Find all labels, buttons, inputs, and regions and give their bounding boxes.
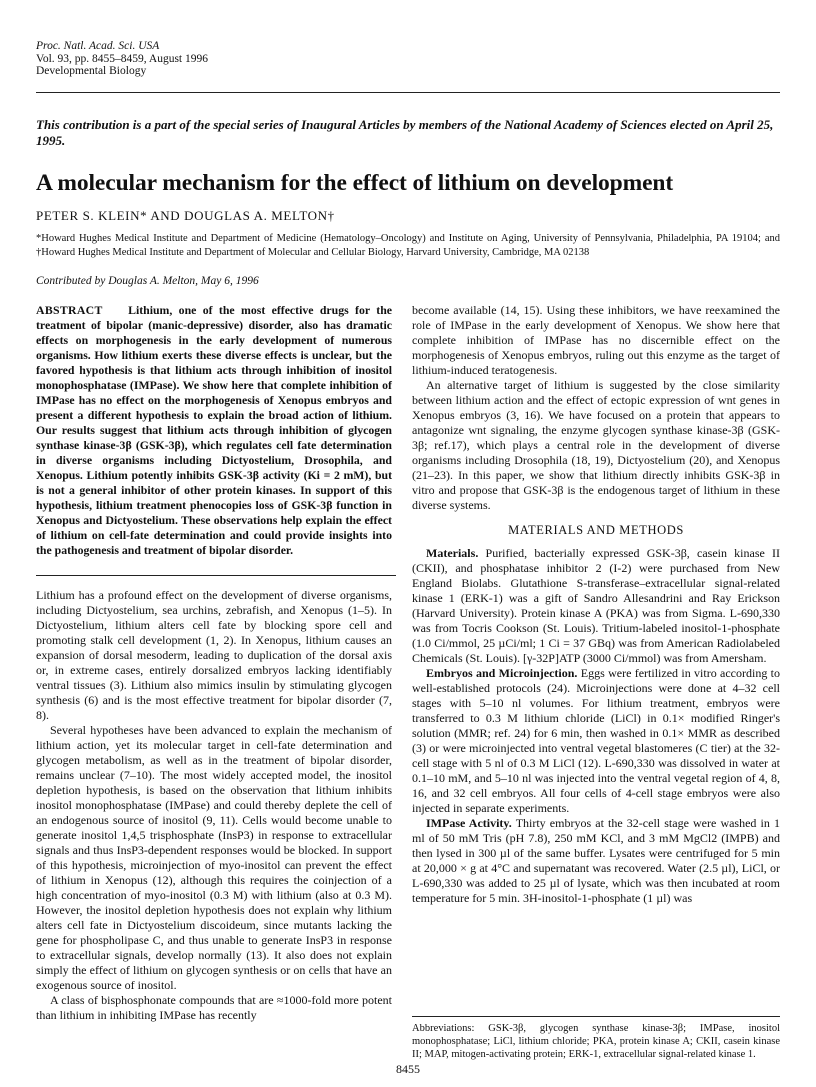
abstract-text: Lithium, one of the most effective drugs for the treatment of bipolar (manic-depressive) disorder, also has dramatic effects on morphogenesis in the early development of numerous organisms. How lithium exerts these diverse effects is unclear, but the favored hypothesis is that lithium acts through inhibition of inositol monophosphatase (IMPase). We show here that complete inhibition of IMPase has no effect on the morphogenesis of Xenopus embryos and present a different hypothesis to explain the broad action of lithium. Our results suggest that lithium acts through inhibition of glycogen synthase kinase-3β (GSK-3β), which regulates cell fate determination in diverse organisms including Dictyostelium, Drosophila, and Xenopus. Lithium potently inhibits GSK-3β activity (Ki = 2 mM), but is not a general inhibitor of other protein kinases. In support of this hypothesis, lithium treatment phenocopies loss of GSK-3β function in Xenopus and Dictyostelium. These observations help explain the effect of lithium on cell-fate determination and could provide insights into the pathogenesis and treatment of bipolar disorder. (36, 303, 392, 557)
contributed-by: Contributed by Douglas A. Melton, May 6, 1996 (36, 275, 259, 287)
special-series-note: This contribution is a part of the special series of Inaugural Articles by members of the National Academy of Sciences elected on April 25, 1995. (36, 117, 774, 148)
journal-volume: Vol. 93, pp. 8455–8459, August 1996 (36, 52, 208, 65)
paragraph-text: Purified, bacterially expressed GSK-3β, casein kinase II (CKII), and phosphatase inhibitor 2 (I-2) were purchased from New England Biolabs. Glutathione S-transferase–extracellular signal-related kinase 1 (ERK-1) was a gift of Sandro Allesandrini and Ray Erickson (Harvard University). Protein kinase A (PKA) was from Sigma. L-690,330 was from Tocris Cookson (St. Louis). Tritium-labeled inositol-1-phosphate (1.0 Ci/mmol, 25 µCi/ml; 1 Ci = 37 GBq) was from American Radiolabeled Chemicals (St. Louis). [γ-32P]ATP (3000 Ci/mmol) was from Amersham. (412, 546, 781, 665)
page-number: 8455 (396, 1062, 420, 1076)
abstract-label: ABSTRACT (36, 303, 103, 317)
run-in-heading: Embryos and Microinjection. (426, 666, 578, 680)
article-title: A molecular mechanism for the effect of lithium on development (36, 170, 674, 196)
journal-name: Proc. Natl. Acad. Sci. USA (36, 40, 160, 52)
methods-paragraph (412, 666, 780, 816)
paragraph-text: Eggs were fertilized in vitro according to well-established protocols (24). Microinjections were done at 4–32 cell stages with 5–10 nl volumes. For lithium treatment, embryos were transferred to 0.3 M lithium chloride (LiCl) in 0.1× modified Ringer's solution (MMR; ref. 24) for 6 min, then washed in 0.1× MMR as described (3) or were microinjected into ventral vegetal blastomeres (C tier) at the 32-cell stage with 5 nl of 0.3 M LiCl (12). L-690,330 was dissolved in water at 0.1–10 mM, and 5–10 nl was injected into the ventral vegetal region of 4, 8, 16, and 32 cell embryos. All four cells of 4-cell stage embryos were also injected in separate experiments. (412, 666, 780, 815)
authors: PETER S. KLEIN* AND DOUGLAS A. MELTON† (36, 208, 335, 223)
abstract-divider (36, 575, 396, 576)
methods-paragraph (412, 546, 780, 666)
abbreviations-footnote: Abbreviations: GSK-3β, glycogen synthase kinase-3β; IMPase, inositol monophosphatase; LiCl, lithium chloride; PKA, protein kinase A; CKII, casein kinase II; MAP, mitogen-activating protein; ERK-1, extracellular signal-related kinase 1. (412, 1023, 780, 1060)
journal-header (36, 40, 208, 78)
run-in-heading: IMPase Activity. (426, 816, 512, 830)
paragraph-text: Thirty embryos at the 32-cell stage were washed in 1 ml of 50 mM Tris (pH 7.8), 250 mM KCl, and 3 mM MgCl2 (IMPB) and then lysed in 300 µl of the same buffer. Lysates were centrifuged for 5 min at 20,000 × g at 4°C and supernatant was recovered. Water (2.5 µl), LiCl, or L-690,330 was added to 25 µl of lysate, which was then incubated at room temperature for 5 min. 3H-inositol-1-phosphate (1 µl) was (412, 816, 780, 905)
journal-section: Developmental Biology (36, 65, 147, 77)
intro-column (36, 588, 392, 1023)
header-divider (36, 92, 780, 93)
abstract (36, 303, 392, 558)
intro-paragraph: A class of bisphosphonate compounds that are ≈1000-fold more potent than lithium in inhibiting IMPase has recently (36, 993, 392, 1022)
intro-paragraph: Lithium has a profound effect on the development of diverse organisms, including Dictyostelium, sea urchins, zebrafish, and Xenopus (1–5). In Dictyostelium, lithium alters cell fate by blocking spore cell and promoting stalk cell development (1, 2). In Xenopus, lithium causes an expansion of dorsal mesoderm, leading to duplication of the dorsal axis or, in extreme cases, entirely dorsalized embryos lacking identifiably ventral tissues (3). Lithium also mimics insulin by stimulating glycogen synthesis (6) and is the most effective treatment for bipolar disorder (7, 8). (36, 588, 392, 722)
footnote-divider (412, 1016, 780, 1017)
affiliations: *Howard Hughes Medical Institute and Department of Medicine (Hematology–Oncology) and Institute on Aging, University of Pennsylvania, Philadelphia, PA 19104; and †Howard Hughes Medical Institute and Department of Molecular and Cellular Biology, Harvard University, Cambridge, MA 02138 (36, 233, 780, 258)
methods-paragraph (412, 816, 780, 906)
intro-paragraph: Several hypotheses have been advanced to explain the mechanism of lithium action, yet its molecular target in cell-fate determination and glycogen metabolism, as well as in the treatment of bipolar disorder, remains unclear (7–10). The most widely accepted model, the inositol depletion hypothesis, is based on the observation that lithium inhibits inositol monophosphatase (IMPase) and could thereby deplete the cell of an endogenous source of inositol (9, 11). Cells would become unable to generate inositol 1,4,5 trisphosphate (InsP3) in response to extracellular signals and thus InsP3-dependent responses would be blocked. In support of this hypothesis, microinjection of myo-inositol can prevent the effect of lithium in Xenopus (12), although this requires the coinjection of a high concentration of myo-inositol (0.3 M) with lithium (also at 0.3 M). However, the inositol depletion hypothesis does not explain why lithium alters cell fate in Dictyostelium discoideum, since mutants lacking the gene for phospholipase C, and thus unable to generate InsP3 in response to extracellular signals, develop normally (13). It also does not explain simply the effect of lithium on glycogen synthesis or on cells that have an exogenous source of inositol. (36, 723, 392, 992)
intro-continued-paragraph: become available (14, 15). Using these inhibitors, we have reexamined the role of IMPase in the early development of Xenopus. We show here that complete inhibition of IMPase has no discernible effect on the morphogenesis of Xenopus embryos, ruling out this enzyme as the target of lithium-induced teratogenesis. (412, 303, 780, 377)
methods-heading: MATERIALS AND METHODS (508, 523, 684, 537)
run-in-heading: Materials. (426, 546, 479, 560)
intro-continued-paragraph: An alternative target of lithium is suggested by the close similarity between lithium action and the effect of ectopic expression of wnt genes in Xenopus embryos (3, 16). We have focused on a protein that appears to antagonize wnt signaling, the enzyme glycogen synthase kinase-3β (GSK-3β; ref.17), which plays a central role in the development of diverse organisms including Drosophila (18, 19), Dictyostelium (20), and Xenopus (21–23). In this paper, we show that lithium directly inhibits GSK-3β in vitro and propose that GSK-3β is the endogenous target of lithium in these diverse systems. (412, 378, 780, 512)
right-column (412, 303, 780, 906)
